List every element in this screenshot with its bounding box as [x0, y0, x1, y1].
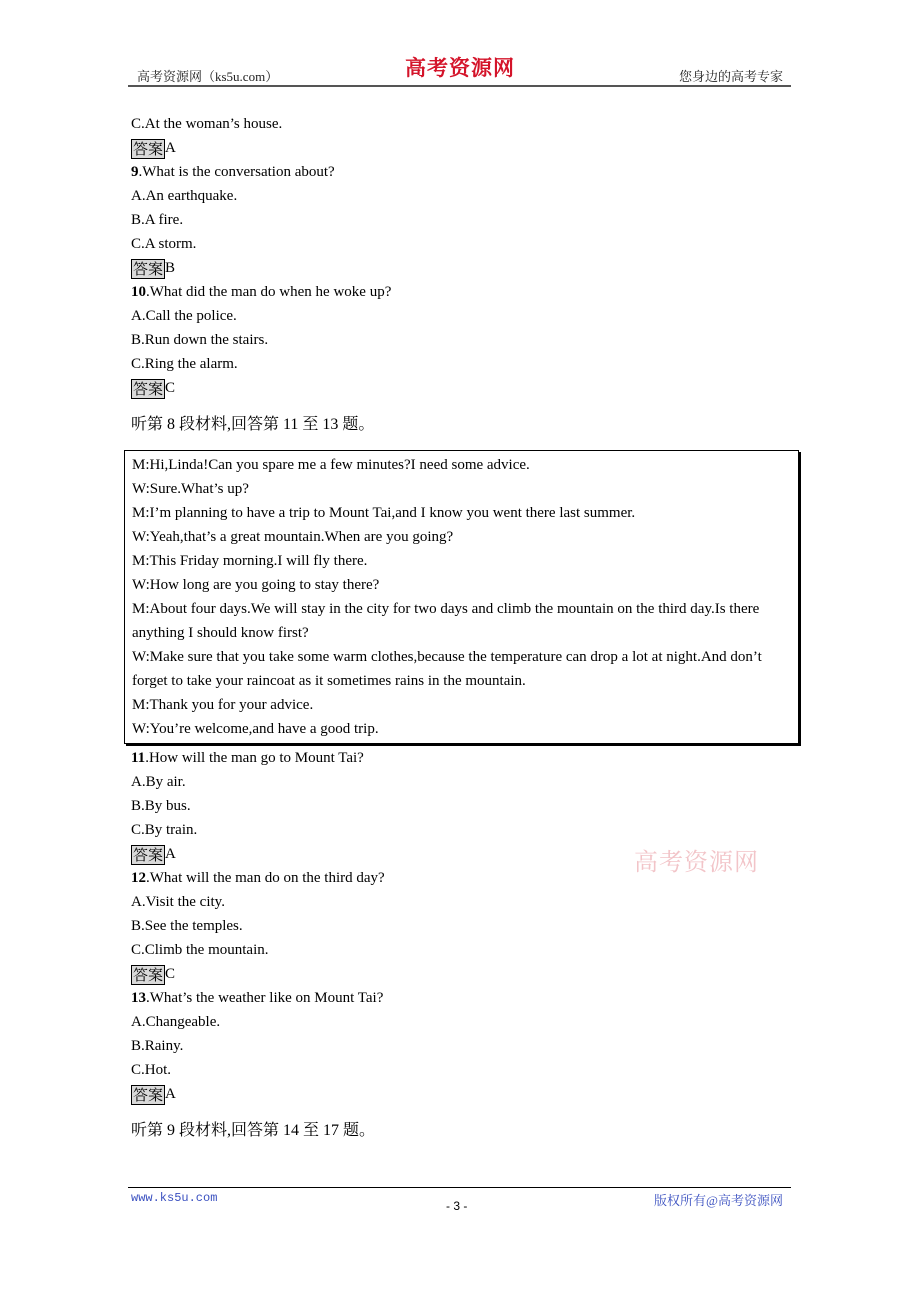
option: A.Changeable.: [131, 1014, 221, 1030]
answer-line: [131, 136, 801, 160]
dialogue-line: W:Yeah,that’s a great mountain.When are you going?: [132, 529, 454, 545]
header-slogan: 您身边的高考专家: [678, 69, 783, 84]
answer-label: 答案: [133, 379, 164, 398]
option: C.A storm.: [131, 236, 197, 252]
option: A.Visit the city.: [131, 894, 225, 910]
footer-divider: [128, 1187, 791, 1188]
answer-value: A: [165, 1086, 176, 1102]
dialogue-line: M:This Friday morning.I will fly there.: [132, 553, 368, 569]
question-11: [131, 746, 801, 770]
question-number: 10: [131, 284, 146, 300]
answer-value: C: [165, 380, 176, 396]
answer-value: A: [165, 846, 176, 862]
question-number: 12: [131, 870, 146, 886]
dialogue-line: M:Thank you for your advice.: [132, 697, 314, 713]
option: A.An earthquake.: [131, 188, 238, 204]
answer-line: [131, 962, 801, 986]
question-number: 13: [131, 990, 146, 1006]
option: C.By train.: [131, 822, 198, 838]
watermark: 高考资源网: [634, 848, 759, 876]
header-divider: [128, 85, 791, 87]
option: B.Run down the stairs.: [131, 332, 269, 348]
option: C.Hot.: [131, 1062, 172, 1078]
question-13: [131, 986, 801, 1010]
footer-website-link[interactable]: www.ks5u.com: [131, 1191, 218, 1205]
option: C.Ring the alarm.: [131, 356, 238, 372]
question-text: .How will the man go to Mount Tai?: [145, 750, 364, 766]
dialogue-line: M:I’m planning to have a trip to Mount Tai,and I know you went there last summer.: [132, 505, 636, 521]
question-text: .What’s the weather like on Mount Tai?: [146, 990, 384, 1006]
answer-label: 答案: [133, 139, 164, 158]
page-number: - 3 -: [446, 1199, 468, 1213]
header-site-name: 高考资源网（ks5u.com）: [137, 69, 279, 84]
question-number: 9: [131, 164, 139, 180]
section-heading: 听第 9 段材料,回答第 14 至 17 题。: [131, 1122, 376, 1139]
option: C.At the woman’s house.: [131, 116, 283, 132]
dialogue-line: W:You’re welcome,and have a good trip.: [132, 721, 379, 737]
answer-label: 答案: [133, 845, 164, 864]
question-text: .What will the man do on the third day?: [146, 870, 385, 886]
dialogue-line: W:Sure.What’s up?: [132, 481, 249, 497]
answer-line: [131, 256, 801, 280]
document-body: [131, 112, 801, 1156]
dialogue-line: W:Make sure that you take some warm clothes,because the temperature can drop a lot at night.And don’t forget to take your raincoat as it sometimes rains in the mountain.: [132, 649, 762, 689]
question-number: 11: [131, 750, 146, 766]
section-heading: 听第 8 段材料,回答第 11 至 13 题。: [131, 416, 375, 433]
option: B.A fire.: [131, 212, 184, 228]
dialogue-line: W:How long are you going to stay there?: [132, 577, 380, 593]
option: B.By bus.: [131, 798, 191, 814]
answer-value: C: [165, 966, 176, 982]
option: A.By air.: [131, 774, 186, 790]
answer-value: A: [165, 140, 176, 156]
option: B.Rainy.: [131, 1038, 184, 1054]
question-text: .What did the man do when he woke up?: [146, 284, 392, 300]
question-9: [131, 160, 801, 184]
question-text: .What is the conversation about?: [138, 164, 335, 180]
answer-line: [131, 1082, 801, 1106]
header-logo: 高考资源网: [405, 55, 515, 80]
option: A.Call the police.: [131, 308, 237, 324]
option: B.See the temples.: [131, 918, 243, 934]
answer-label: 答案: [133, 965, 164, 984]
dialogue-line: M:Hi,Linda!Can you spare me a few minutes?I need some advice.: [132, 457, 530, 473]
dialogue-line: M:About four days.We will stay in the city for two days and climb the mountain on the third day.Is there anything I should know first?: [132, 601, 760, 641]
footer-copyright: 版权所有@高考资源网: [654, 1193, 783, 1208]
option: C.Climb the mountain.: [131, 942, 269, 958]
dialogue-transcript-box: [124, 450, 799, 744]
answer-value: B: [165, 260, 176, 276]
question-10: [131, 280, 801, 304]
answer-line: [131, 376, 801, 400]
answer-label: 答案: [133, 259, 164, 278]
answer-label: 答案: [133, 1085, 164, 1104]
